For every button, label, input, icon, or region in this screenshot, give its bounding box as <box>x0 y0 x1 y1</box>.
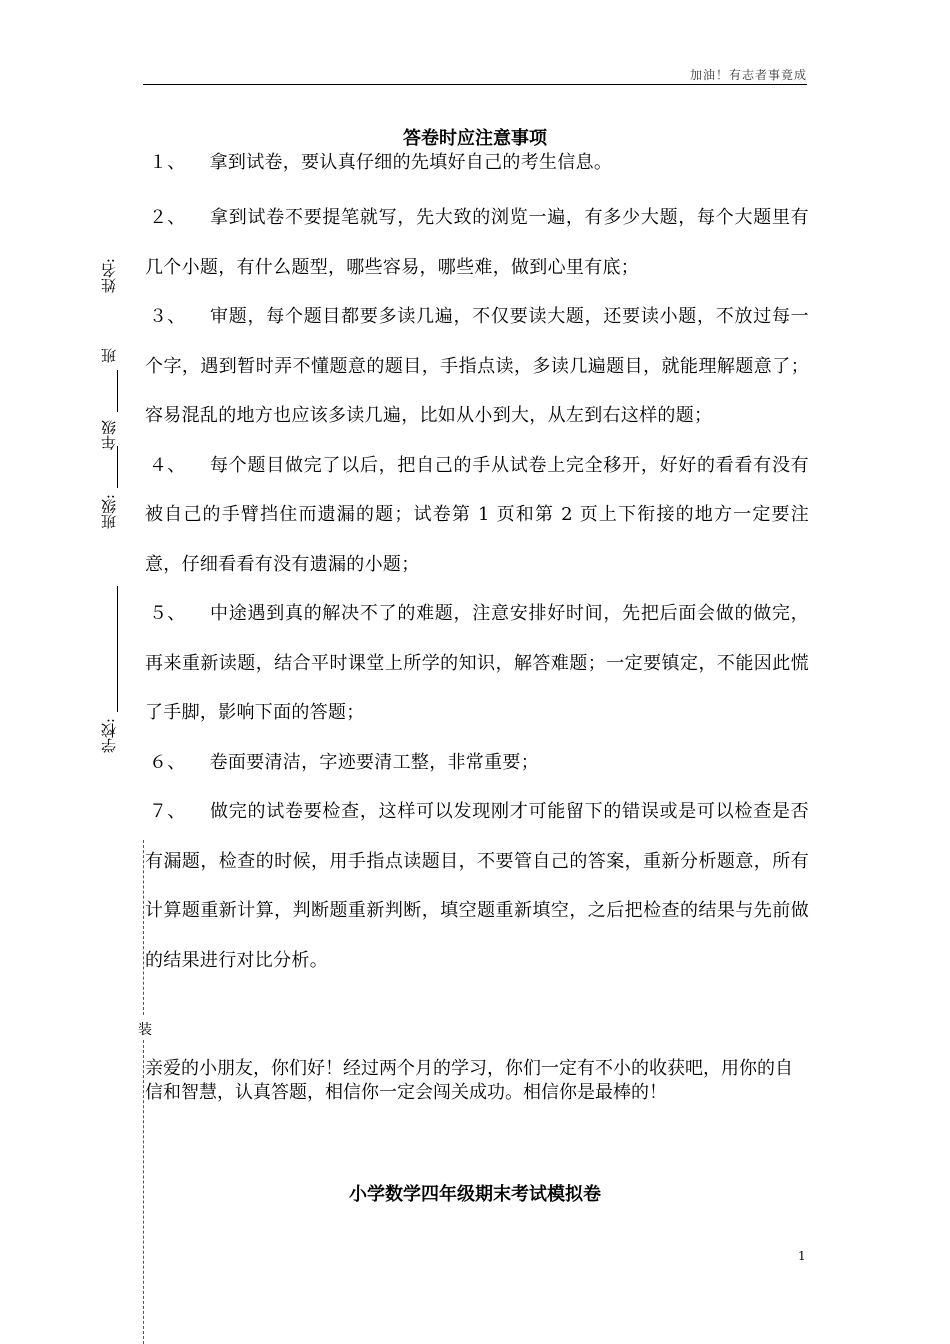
note-number: ７、 <box>149 801 186 822</box>
note-number: ３、 <box>149 306 186 327</box>
page-number: 1 <box>798 1249 806 1263</box>
page-title: 答卷时应注意事项 <box>403 128 547 149</box>
note-item <box>145 193 809 292</box>
note-item <box>145 738 809 788</box>
greeting-paragraph: 亲爱的小朋友，你们好！经过两个月的学习，你们一定有不小的收获吧，用你的自信和智慧，认真答题，相信你一定会闯关成功。相信你是最棒的！ <box>145 1058 793 1103</box>
note-number: ２、 <box>149 207 186 228</box>
notes-list <box>145 150 809 985</box>
grade-fill-line <box>117 446 118 488</box>
note-number: ５、 <box>149 603 186 624</box>
note-item <box>145 441 809 590</box>
note-number: １、 <box>149 152 186 173</box>
school-fill-line <box>117 586 118 712</box>
name-field-label: 姓名: <box>100 258 118 294</box>
note-number: ４、 <box>149 454 186 476</box>
header-rule <box>143 84 807 85</box>
note-text: 卷面要清洁，字迹要清工整，非常重要； <box>209 751 540 773</box>
note-text: 做完的试卷要检查，这样可以发现刚才可能留下的错误或是可以检查是否有漏题，检查的时候，用手指点读题目，不要管自己的答案，重新分析题意，所有计算题重新计算，判断题重新判断，填空题重新填空，之后把检查的结果与先前做的结果进行对比分析。 <box>145 801 809 971</box>
class-unit-label: 班 <box>100 348 118 363</box>
binding-line-upper <box>143 840 144 1015</box>
note-item <box>145 787 809 985</box>
note-number: ６、 <box>149 751 186 773</box>
exam-title: 小学数学四年级期末考试模拟卷 <box>349 1184 601 1205</box>
note-text: 中途遇到真的解决不了的难题，注意安排好时间，先把后面会做的做完，再来重新读题，结合平时课堂上所学的知识，解答难题；一定要镇定，不能因此慌了手脚，影响下面的答题； <box>145 603 809 723</box>
note-text: 每个题目做完了以后，把自己的手从试卷上完全移开，好好的看看有没有被自己的手臂挡住而遗漏的题；试卷第 1 页和第 2 页上下衔接的地方一定要注意，仔细看看有没有遗漏的小题； <box>145 454 809 575</box>
note-text: 拿到试卷，要认真仔细的先填好自己的考生信息。 <box>209 152 613 173</box>
class-fill-line <box>117 370 118 412</box>
class-field-label: 班级: <box>100 494 118 530</box>
note-text: 拿到试卷不要提笔就写，先大致的浏览一遍，有多少大题，每个大题里有几个小题，有什么题型，哪些容易，哪些难，做到心里有底； <box>145 207 809 278</box>
school-field-label: 学校: <box>100 718 118 754</box>
header-motto: 加油！有志者事竟成 <box>689 68 807 82</box>
note-item <box>145 292 809 441</box>
grade-label: 年级 <box>100 420 118 450</box>
binding-mark: 装 <box>138 1022 152 1038</box>
note-text: 审题，每个题目都要多读几遍，不仅要读大题，还要读小题，不放过每一个字，遇到暂时弄不懂题意的题目，手指点读，多读几遍题目，就能理解题意了；容易混乱的地方也应该多读几遍，比如从小到大，从左到右这样的题； <box>145 306 809 426</box>
note-item <box>145 589 809 738</box>
note-item <box>145 150 809 176</box>
